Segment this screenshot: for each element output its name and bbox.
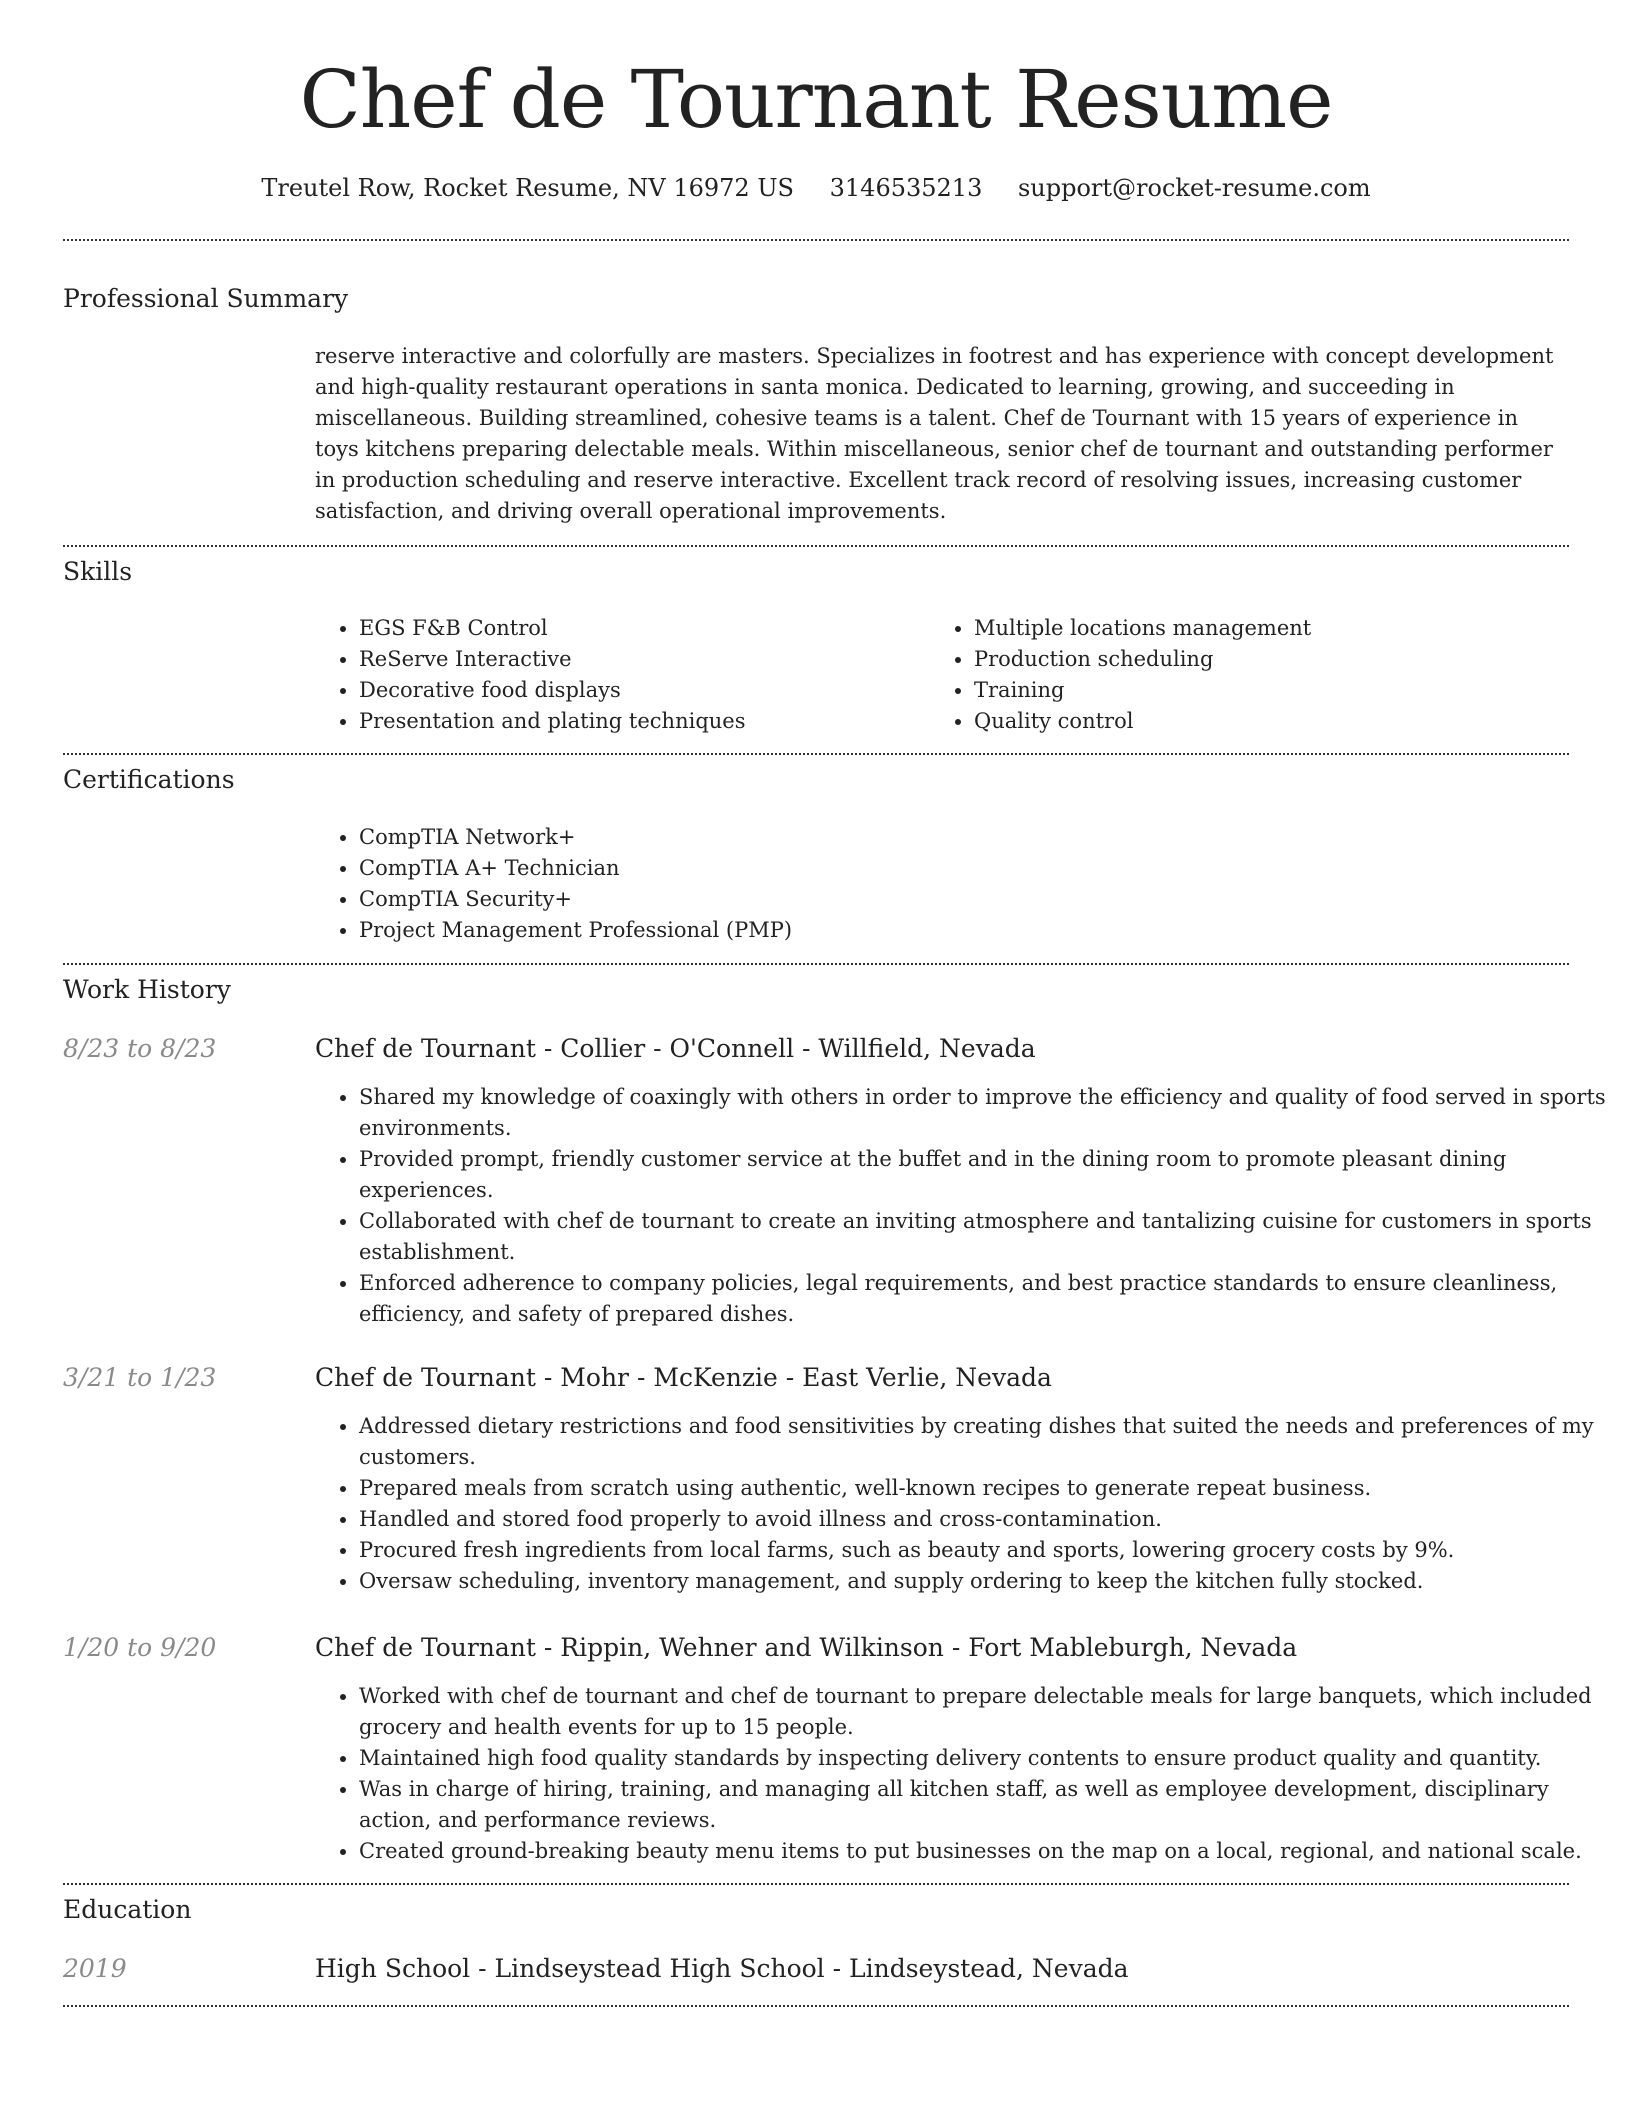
job-title: Chef de Tournant - Mohr - McKenzie - East Verlie, Nevada	[315, 1363, 1052, 1392]
skill-item: • Multiple locations management	[974, 613, 1574, 644]
skill-item: • Training	[974, 675, 1574, 706]
section-heading-education: Education	[63, 1895, 192, 1924]
job-bullet: • Maintained high food quality standards by inspecting delivery contents to ensure product quality and quantity.	[359, 1743, 1619, 1774]
skills-list-right	[930, 613, 1574, 737]
skill-item: • ReServe Interactive	[359, 644, 919, 675]
contact-phone: 3146535213	[829, 174, 983, 202]
skill-item: • Quality control	[974, 706, 1574, 737]
job-date: 1/20 to 9/20	[63, 1633, 217, 1662]
job-bullet: • Handled and stored food properly to avoid illness and cross-contamination.	[359, 1504, 1619, 1535]
skill-item: • Decorative food displays	[359, 675, 919, 706]
skill-item: • EGS F&B Control	[359, 613, 919, 644]
contact-address: Treutel Row, Rocket Resume, NV 16972 US	[261, 174, 794, 202]
job-date: 3/21 to 1/23	[63, 1363, 217, 1392]
contact-email: support@rocket-resume.com	[1017, 174, 1371, 202]
job-bullet: • Worked with chef de tournant and chef de tournant to prepare delectable meals for large banquets, which included grocery and health events for up to 15 people.	[359, 1681, 1619, 1743]
job-bullets	[315, 1082, 1619, 1330]
section-heading-work-history: Work History	[63, 975, 231, 1004]
job-bullet: • Addressed dietary restrictions and food sensitivities by creating dishes that suited the needs and preferences of my customers.	[359, 1411, 1619, 1473]
section-heading-skills: Skills	[63, 557, 133, 586]
certification-item: • Project Management Professional (PMP)	[359, 915, 1559, 946]
divider	[63, 2005, 1569, 2007]
skills-list-left	[315, 613, 919, 737]
certification-item: • CompTIA Security+	[359, 884, 1559, 915]
education-title: High School - Lindseystead High School - Lindseystead, Nevada	[315, 1954, 1129, 1983]
job-bullet: • Enforced adherence to company policies, legal requirements, and best practice standards to ensure cleanliness, efficiency, and safety of prepared dishes.	[359, 1268, 1619, 1330]
skill-item: • Production scheduling	[974, 644, 1574, 675]
skill-item: • Presentation and plating techniques	[359, 706, 919, 737]
job-bullets	[315, 1411, 1619, 1597]
divider	[63, 1883, 1569, 1885]
job-bullet: • Procured fresh ingredients from local farms, such as beauty and sports, lowering grocery costs by 9%.	[359, 1535, 1619, 1566]
job-bullet: • Provided prompt, friendly customer service at the buffet and in the dining room to promote pleasant dining experiences.	[359, 1144, 1619, 1206]
summary-text: reserve interactive and colorfully are masters. Specializes in footrest and has experience with concept development and high-quality restaurant operations in santa monica. Dedicated to learning, growing, and succeeding in miscellaneous. Building streamlined, cohesive teams is a talent. Chef de Tournant with 15 years of experience in toys kitchens preparing delectable meals. Within miscellaneous, senior chef de tournant and outstanding performer in production scheduling and reserve interactive. Excellent track record of resolving issues, increasing customer satisfaction, and driving overall operational improvements.	[315, 344, 1554, 523]
job-title: Chef de Tournant - Collier - O'Connell - Willfield, Nevada	[315, 1034, 1036, 1063]
job-bullet: • Oversaw scheduling, inventory management, and supply ordering to keep the kitchen fully stocked.	[359, 1566, 1619, 1597]
job-bullets	[315, 1681, 1619, 1867]
certifications-list	[315, 822, 1559, 946]
job-bullet: • Created ground-breaking beauty menu items to put businesses on the map on a local, regional, and national scale.	[359, 1836, 1619, 1867]
education-date: 2019	[63, 1954, 127, 1983]
job-title: Chef de Tournant - Rippin, Wehner and Wilkinson - Fort Mableburgh, Nevada	[315, 1633, 1298, 1662]
job-date: 8/23 to 8/23	[63, 1034, 217, 1063]
job-bullet: • Shared my knowledge of coaxingly with others in order to improve the efficiency and quality of food served in sports environments.	[359, 1082, 1619, 1144]
certification-item: • CompTIA A+ Technician	[359, 853, 1559, 884]
certification-item: • CompTIA Network+	[359, 822, 1559, 853]
section-heading-summary: Professional Summary	[63, 284, 349, 313]
section-heading-certifications: Certifications	[63, 765, 235, 794]
divider	[63, 239, 1569, 241]
divider	[63, 963, 1569, 965]
divider	[63, 753, 1569, 755]
job-bullet: • Prepared meals from scratch using authentic, well-known recipes to generate repeat business.	[359, 1473, 1619, 1504]
contact-line	[0, 170, 1632, 206]
job-bullet: • Collaborated with chef de tournant to create an inviting atmosphere and tantalizing cuisine for customers in sports establishment.	[359, 1206, 1619, 1268]
resume-title: Chef de Tournant Resume	[299, 53, 1333, 146]
job-bullet: • Was in charge of hiring, training, and managing all kitchen staff, as well as employee development, disciplinary action, and performance reviews.	[359, 1774, 1619, 1836]
divider	[63, 545, 1569, 547]
